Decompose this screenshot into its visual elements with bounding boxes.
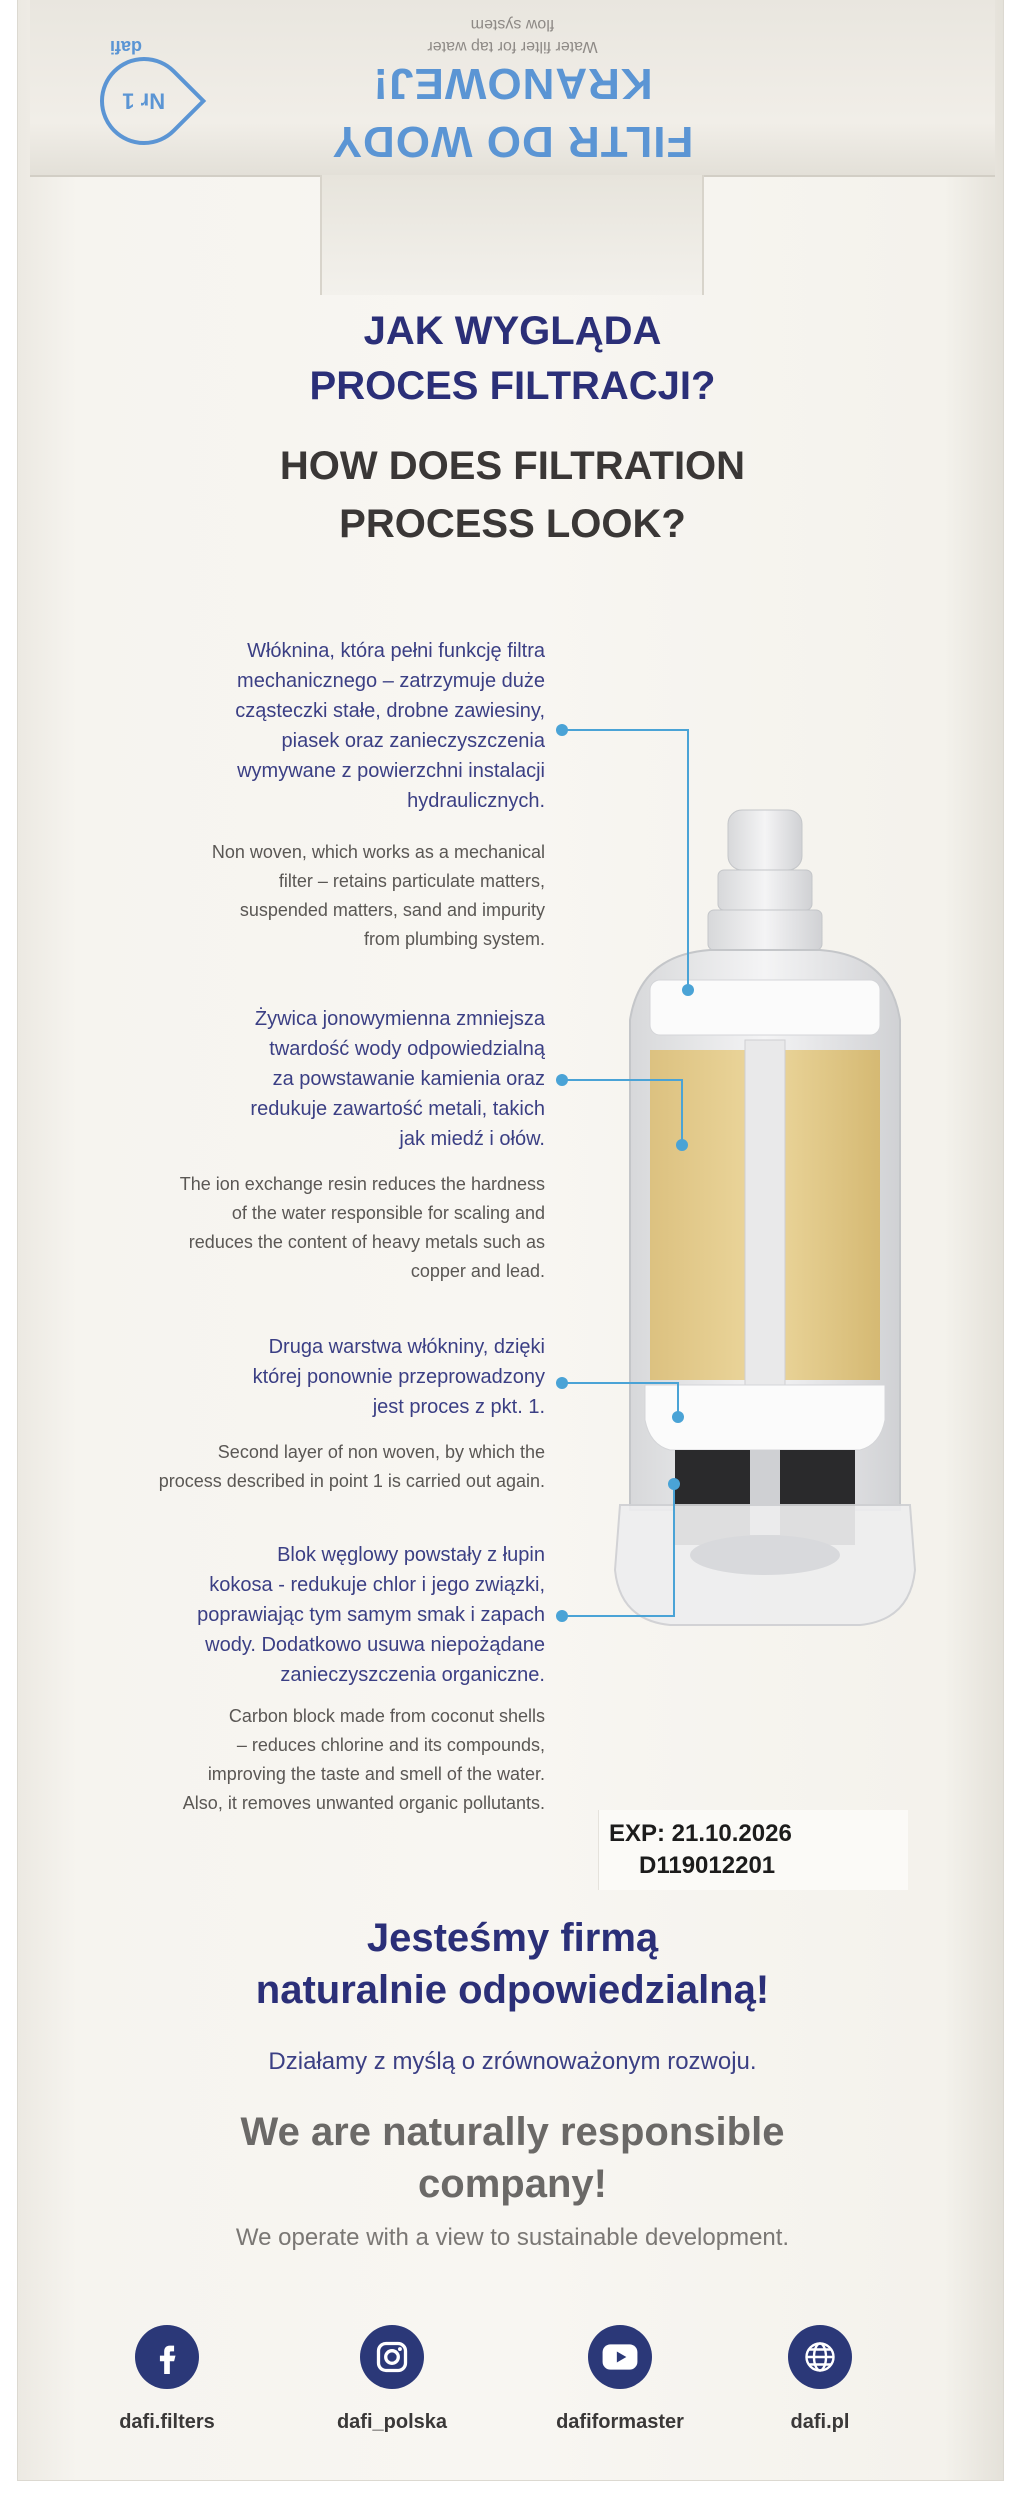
website-label: dafi.pl bbox=[790, 2411, 850, 2433]
social-facebook bbox=[67, 2325, 267, 2434]
company-pl-line1: Jesteśmy firmą bbox=[366, 1916, 659, 1960]
heading-en-line1: HOW DOES FILTRATION bbox=[279, 444, 746, 488]
flap-subtitle-line1: Water filter for tap water bbox=[427, 38, 598, 55]
instagram-icon bbox=[360, 2325, 424, 2389]
company-pl-subtitle: Działamy z myślą o zrównoważonym rozwoju. bbox=[268, 2048, 757, 2075]
company-en-line1: We are naturally responsible bbox=[240, 2110, 785, 2154]
instagram-label: dafi_polska bbox=[336, 2411, 448, 2433]
heading-pl-line2: PROCES FILTRACJI? bbox=[309, 364, 716, 408]
flap-subtitle-line2: flow system bbox=[470, 16, 555, 33]
company-en-line2: company! bbox=[418, 2162, 607, 2206]
flap-brand: dafi bbox=[110, 37, 143, 57]
expiry-stamp bbox=[598, 1810, 908, 1890]
flap-title-line1: FILTR DO WODY bbox=[331, 117, 694, 166]
heading-en-line2: PROCESS LOOK? bbox=[339, 502, 686, 546]
flap-badge: Nr 1 bbox=[82, 39, 206, 163]
layer3-description-pl: Druga warstwa włókniny, dzięki której ponownie przeprowadzony jest proces z pkt. 1. bbox=[252, 1336, 545, 1418]
layer4-description-pl: Blok węglowy powstały z łupin kokosa - redukuje chlor i jego związki, poprawiając tym samym smak i zapach wody. Dodatkowo usuwa niepożądane zanieczyszczenia organiczne. bbox=[197, 1544, 545, 1686]
layer4-description-en: Carbon block made from coconut shells – reduces chlorine and its compounds, improving the taste and smell of the water. Also, it removes unwanted organic pollutants. bbox=[182, 1706, 545, 1813]
layer2-description-pl: Żywica jonowymienna zmniejsza twardość wody odpowiedzialną za powstawanie kamienia oraz redukuje zawartość metali, takich jak miedź i ołów. bbox=[250, 1008, 545, 1150]
layer2-description-en: The ion exchange resin reduces the hardness of the water responsible for scaling and reduces the content of heavy metals such as copper and lead. bbox=[179, 1174, 545, 1281]
layer1-description-pl: Włóknina, która pełni funkcję filtra mechanicznego – zatrzymuje duże cząsteczki stałe, drobne zawiesiny, piasek oraz zanieczyszczenia wymywane z powierzchni instalacji hydraulicznych. bbox=[235, 640, 545, 812]
youtube-label: dafiformaster bbox=[556, 2411, 684, 2433]
social-instagram bbox=[292, 2325, 492, 2434]
company-pl-line2: naturalnie odpowiedzialną! bbox=[255, 1968, 770, 2012]
layer1-description-en: Non woven, which works as a mechanical filter – retains particulate matters, suspended matters, sand and impurity from plumbing system. bbox=[211, 842, 545, 949]
social-youtube bbox=[520, 2325, 720, 2434]
batch-number: D119012201 bbox=[639, 1852, 776, 1879]
flap-title-line2: KRANOWEJ! bbox=[372, 59, 653, 108]
facebook-icon bbox=[135, 2325, 199, 2389]
youtube-icon bbox=[588, 2325, 652, 2389]
globe-icon bbox=[788, 2325, 852, 2389]
social-website bbox=[720, 2325, 920, 2434]
heading-pl-line1: JAK WYGLĄDA bbox=[363, 309, 662, 353]
expiry-date: EXP: 21.10.2026 bbox=[609, 1820, 792, 1847]
company-en-subtitle: We operate with a view to sustainable development. bbox=[235, 2224, 790, 2251]
layer3-description-en: Second layer of non woven, by which the process described in point 1 is carried out again. bbox=[158, 1442, 545, 1491]
facebook-label: dafi.filters bbox=[119, 2411, 215, 2433]
